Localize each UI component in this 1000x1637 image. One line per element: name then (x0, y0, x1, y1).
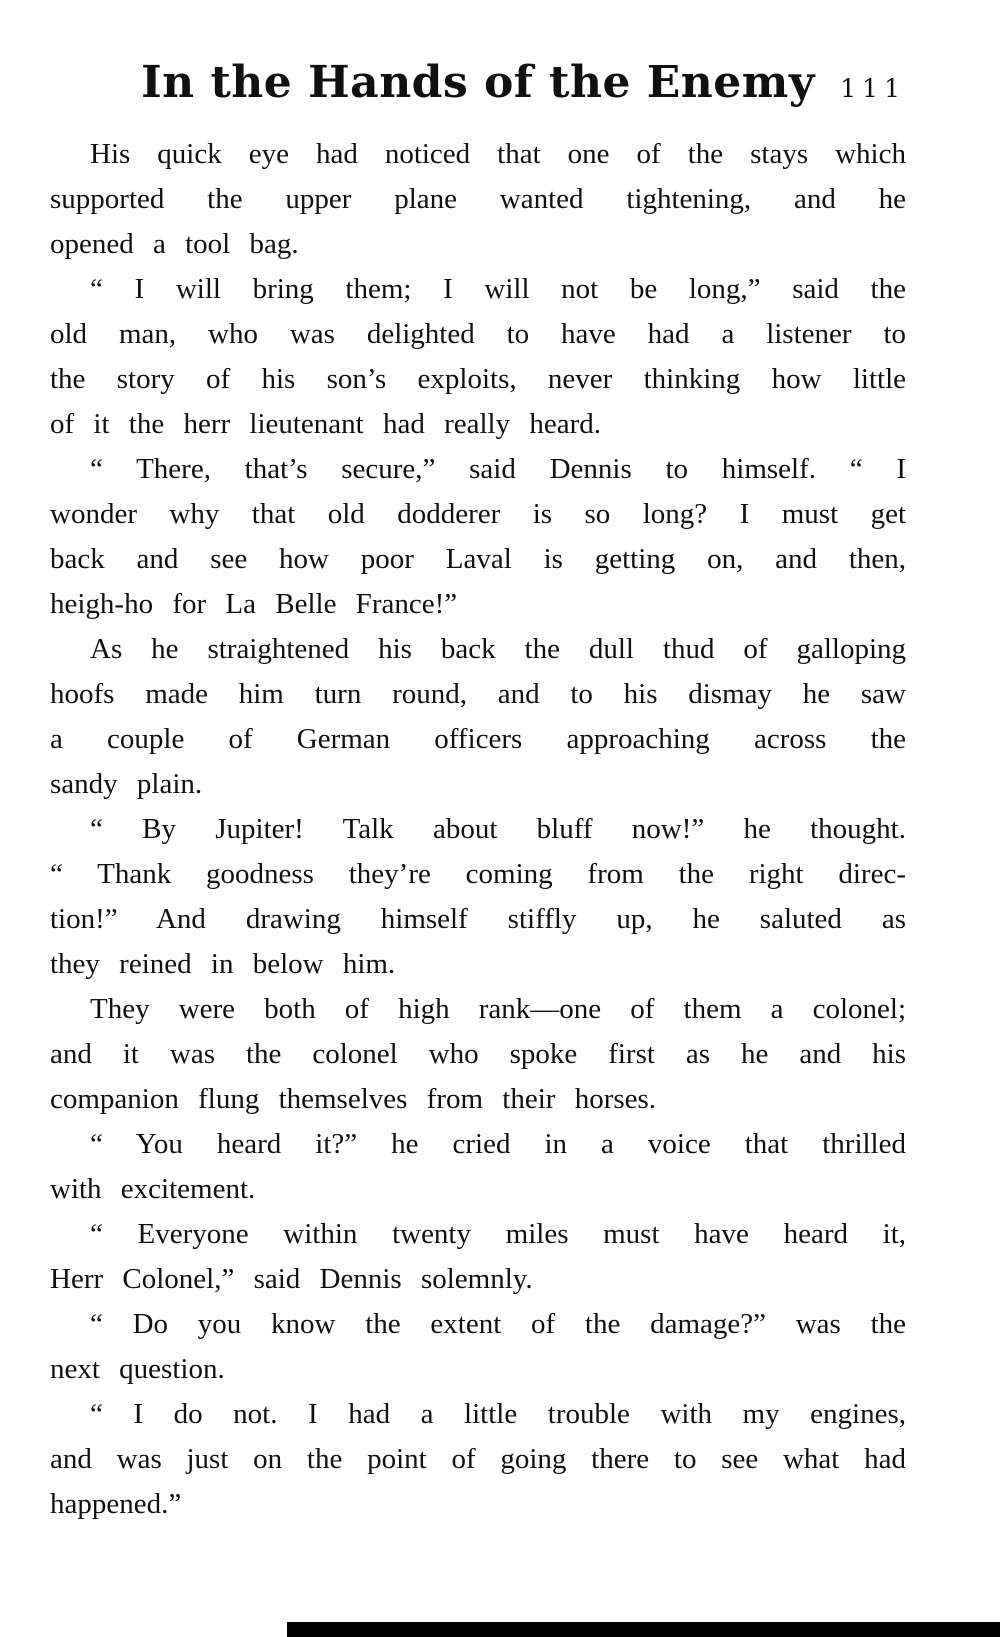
text-line: and it was the colonel who spoke first as he and his (50, 1038, 906, 1070)
chapter-title: In the Hands of the Enemy (141, 57, 815, 108)
text-line: a couple of German officers approaching across the (50, 723, 906, 755)
text-line: “ Thank goodness they’re coming from the right direc- (50, 858, 906, 890)
scan-edge-artifact (287, 1622, 1000, 1637)
page-body (50, 132, 906, 1527)
text-line: supported the upper plane wanted tightening, and he (50, 183, 906, 215)
paragraph (50, 627, 906, 807)
text-line: next question. (50, 1353, 225, 1385)
text-line: As he straightened his back the dull thud of galloping (90, 633, 906, 665)
text-line: hoofs made him turn round, and to his dismay he saw (50, 678, 906, 710)
text-line: sandy plain. (50, 768, 203, 800)
text-line: “ Do you know the extent of the damage?” was the (90, 1308, 906, 1340)
text-line: of it the herr lieutenant had really heard. (50, 408, 602, 440)
text-line: old man, who was delighted to have had a listener to (50, 318, 906, 350)
text-line: His quick eye had noticed that one of the stays which (90, 138, 906, 170)
text-line: they reined in below him. (50, 948, 396, 980)
paragraph (50, 1212, 906, 1302)
text-line: and was just on the point of going there to see what had (50, 1443, 906, 1475)
text-line: “ I will bring them; I will not be long,” said the (90, 273, 906, 305)
text-line: Herr Colonel,” said Dennis solemnly. (50, 1263, 533, 1295)
page-number: 111 (840, 74, 906, 103)
text-line: “ I do not. I had a little trouble with my engines, (90, 1398, 906, 1430)
text-line: opened a tool bag. (50, 228, 299, 260)
text-line: happened.” (50, 1488, 182, 1520)
text-line: wonder why that old dodderer is so long? I must get (50, 498, 906, 530)
paragraph (50, 132, 906, 267)
text-line: “ There, that’s secure,” said Dennis to himself. “ I (90, 453, 906, 485)
text-line: “ Everyone within twenty miles must have heard it, (90, 1218, 906, 1250)
text-line: tion!” And drawing himself stiffly up, he saluted as (50, 903, 906, 935)
paragraph (50, 447, 906, 627)
text-line: They were both of high rank—one of them a colonel; (90, 993, 906, 1025)
paragraph (50, 1302, 906, 1392)
text-line: back and see how poor Laval is getting on, and then, (50, 543, 906, 575)
paragraph (50, 1122, 906, 1212)
text-line: heigh-ho for La Belle France!” (50, 588, 458, 620)
paragraph (50, 987, 906, 1122)
paragraph (50, 1392, 906, 1527)
paragraph (50, 267, 906, 447)
text-line: “ You heard it?” he cried in a voice that thrilled (90, 1128, 906, 1160)
text-line: with excitement. (50, 1173, 256, 1205)
paragraph (50, 807, 906, 987)
text-line: “ By Jupiter! Talk about bluff now!” he thought. (90, 813, 906, 845)
text-line: the story of his son’s exploits, never thinking how little (50, 363, 906, 395)
text-line: companion flung themselves from their horses. (50, 1083, 657, 1115)
page-header (50, 56, 906, 110)
